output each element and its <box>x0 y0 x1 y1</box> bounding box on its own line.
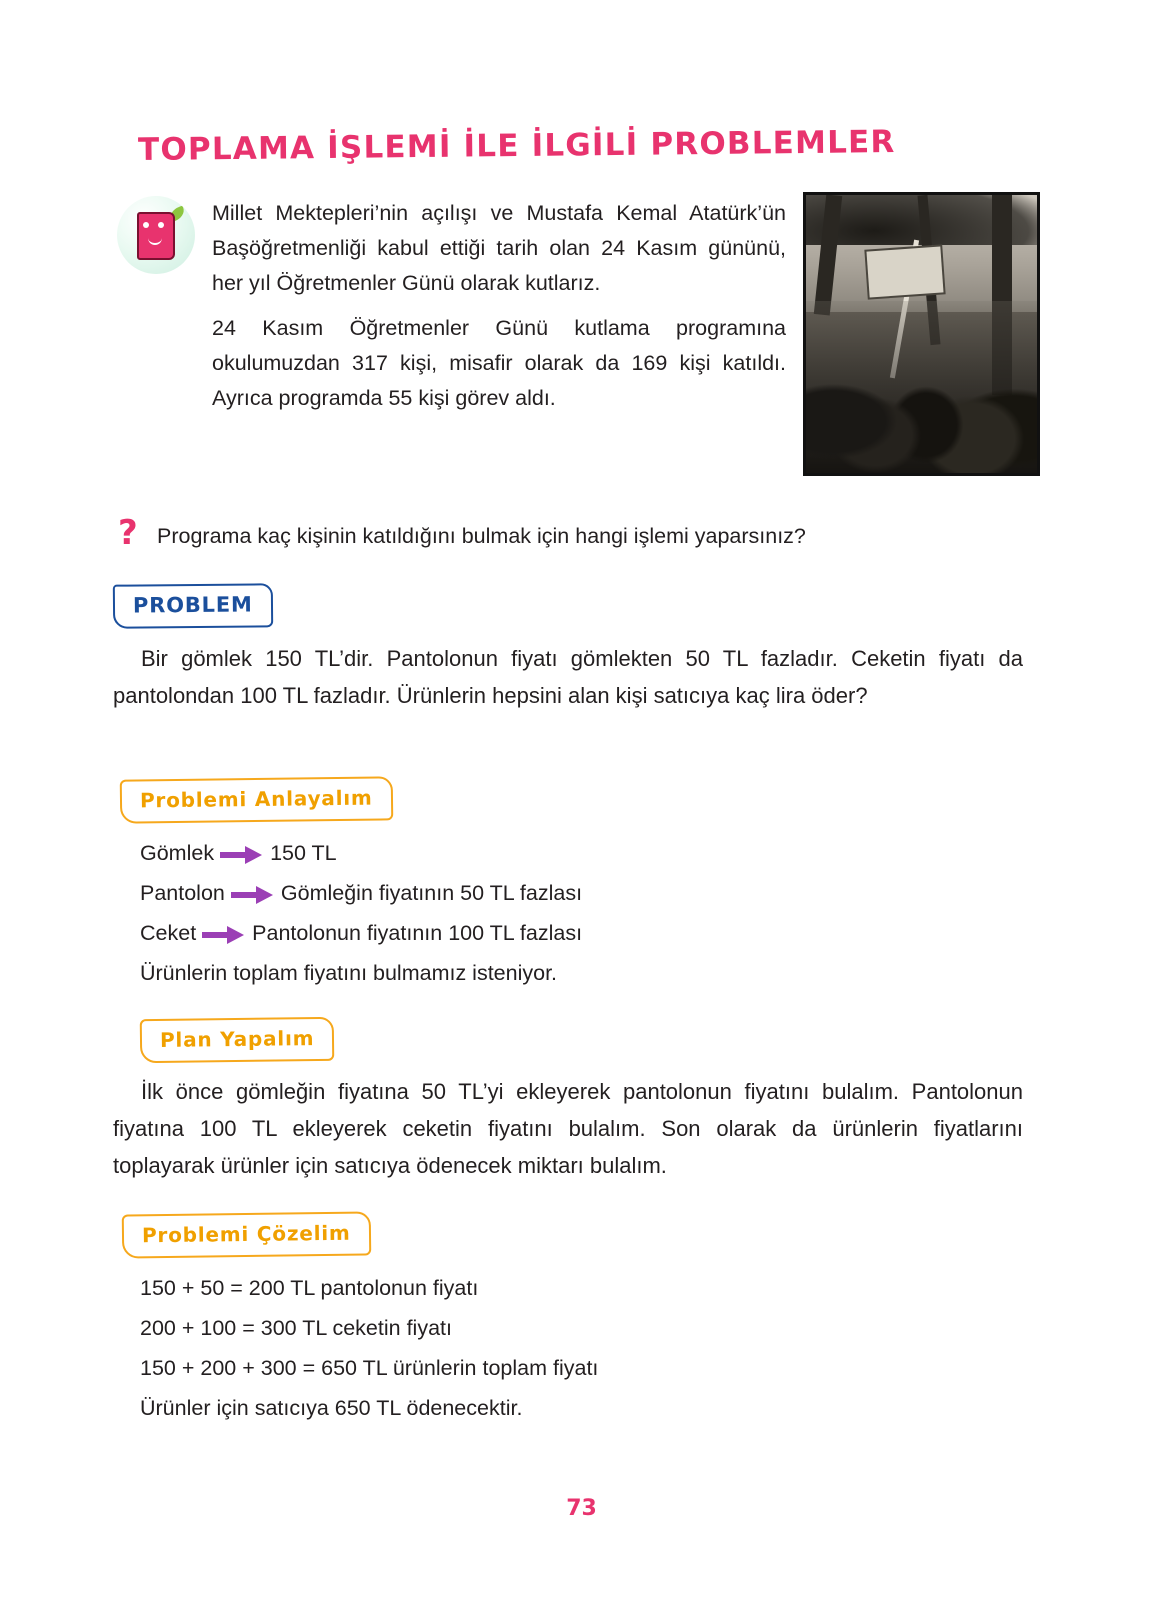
understand-list <box>140 833 940 993</box>
list-item: 150 + 200 + 300 = 650 TL ürünlerin toplam fiyatı <box>140 1356 599 1380</box>
understand-label-2: Pantolon <box>140 881 225 905</box>
photo-banner <box>866 246 943 297</box>
list-item: 150 + 50 = 200 TL pantolonun fiyatı <box>140 1276 479 1300</box>
arrow-icon <box>231 889 275 901</box>
list-item: 200 + 100 = 300 TL ceketin fiyatı <box>140 1316 452 1340</box>
intro-paragraph-1: Millet Mektepleri’nin açılışı ve Mustafa Kemal Atatürk’ün Başöğretmenliği kabul ettiği tarih olan 24 Kasım gününü, her yıl Öğretmenler Günü olarak kutlarız. <box>212 201 786 295</box>
book-shape <box>137 212 175 260</box>
plan-text: İlk önce gömleğin fiyatına 50 TL’yi ekleyerek pantolonun fiyatını bulalım. Pantolonun fiyatına 100 TL ekleyerek ceketin fiyatını bulalım. Son olarak da ürünlerin fiyatlarını toplayarak ürünler için satıcıya ödenecek miktarı bulalım. <box>113 1079 1023 1178</box>
understand-closing: Ürünlerin toplam fiyatını bulmamız isteniyor. <box>140 961 558 985</box>
solve-list <box>140 1268 940 1428</box>
understand-value-2: Gömleğin fiyatının 50 TL fazlası <box>280 881 583 905</box>
book-mascot-icon <box>117 196 195 274</box>
list-item <box>140 833 940 873</box>
page-number: 73 <box>566 1496 597 1521</box>
understand-value-1: 150 TL <box>270 841 337 865</box>
list-item: Ürünler için satıcıya 650 TL ödenecektir. <box>140 1396 523 1420</box>
list-item <box>140 873 940 913</box>
intro-paragraph-2: 24 Kasım Öğretmenler Günü kutlama programına okulumuzdan 317 kişi, misafir olarak da 169 kişi katıldı. Ayrıca programda 55 kişi görev aldı. <box>212 316 786 410</box>
question-text: Programa kaç kişinin katıldığını bulmak için hangi işlemi yaparsınız? <box>157 524 806 548</box>
problem-statement <box>113 640 1023 714</box>
problem-statement-text: Bir gömlek 150 TL’dir. Pantolonun fiyatı gömlekten 50 TL fazladır. Ceketin fiyatı da pantolondan 100 TL fazladır. Ürünlerin hepsini alan kişi satıcıya kaç lira öder? <box>113 646 1023 708</box>
question-mark-icon: ? <box>118 513 138 553</box>
photo-crowd <box>806 301 1037 473</box>
problem-tag: PROBLEM <box>113 583 273 628</box>
plan-tag: Plan Yapalım <box>140 1017 335 1063</box>
intro-text <box>212 196 786 418</box>
page-title: TOPLAMA İŞLEMİ İLE İLGİLİ PROBLEMLER <box>137 124 896 168</box>
understand-label-3: Ceket <box>140 921 197 945</box>
solve-tag: Problemi Çözelim <box>122 1211 371 1258</box>
historical-photo <box>803 192 1040 476</box>
understand-tag: Problemi Anlayalım <box>120 776 393 823</box>
understand-value-3: Pantolonun fiyatının 100 TL fazlası <box>252 921 583 945</box>
arrow-icon <box>220 849 264 861</box>
understand-label-1: Gömlek <box>140 841 215 865</box>
arrow-icon <box>202 929 246 941</box>
plan-body <box>113 1073 1023 1184</box>
list-item <box>140 913 940 953</box>
